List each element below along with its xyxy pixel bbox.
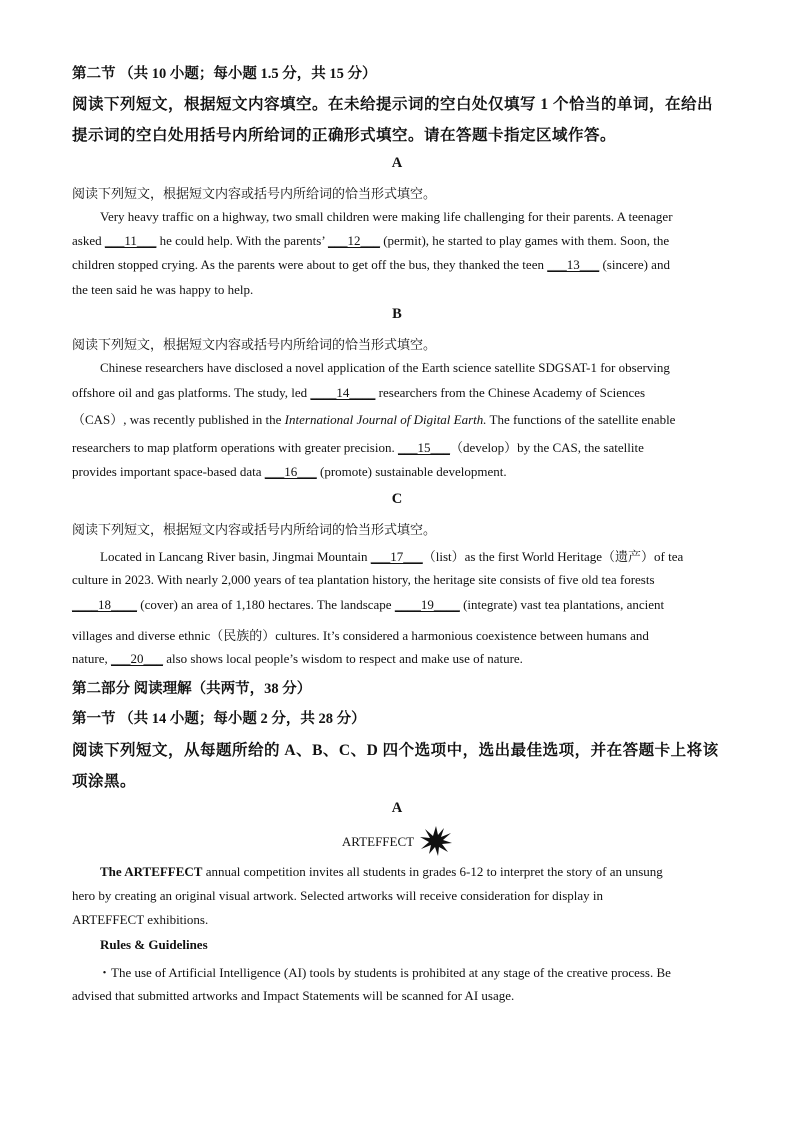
blank-15[interactable]: ___15___ (397, 440, 450, 455)
rule-1-line-2: advised that submitted artworks and Impact Statements will be scanned for AI usage. (72, 988, 515, 1003)
part-2-title: 第二部分 阅读理解（共两节，38 分） (72, 681, 312, 697)
arteffect-name: The ARTEFFECT (100, 864, 203, 879)
arteffect-heading: ARTEFFECT (341, 833, 415, 849)
text: annual competition invites all students in grades 6-12 to interpret the story of an unsung (202, 864, 663, 879)
blank-12[interactable]: ___12___ (327, 233, 380, 248)
text: also shows local people’s wisdom to respect and make use of nature. (162, 651, 523, 666)
arteffect-para-line-3: ARTEFFECT exhibitions. (72, 912, 209, 927)
rules-heading: Rules & Guidelines (100, 937, 208, 952)
passage-c-letter: C (391, 491, 403, 507)
text: (sincere) and (599, 257, 670, 272)
passage-c-line-2: culture in 2023. With nearly 2,000 years of tea plantation history, the heritage site consists of five old tea forests (72, 572, 655, 587)
passage-c-line-4: villages and diverse ethnic（民族的）cultures. It’s considered a harmonious coexistence between humans and (72, 628, 649, 643)
part-2-instruction-line-2: 项涂黑。 (72, 773, 137, 790)
arteffect-heading-row (0, 826, 794, 860)
part-2-instruction-line-1: 阅读下列短文，从每题所给的 A、B、C、D 四个选项中，选出最佳选项，并在答题卡上将该 (72, 742, 719, 759)
section-title: 第二节 （共 10 小题；每小题 1.5 分，共 15 分） (72, 66, 377, 82)
passage-b-letter: B (392, 306, 402, 322)
text: (promote) sustainable development. (316, 464, 507, 479)
passage-a-line-2 (72, 233, 722, 249)
passage-b-line-2 (72, 385, 722, 401)
passage-a-line-3 (72, 257, 722, 273)
text: nature, (72, 651, 111, 666)
blank-13[interactable]: ___13___ (547, 257, 600, 272)
text: he could help. With the parents’ (156, 233, 328, 248)
section-instruction-line-1: 阅读下列短文，根据短文内容填空。在未给提示词的空白处仅填写 1 个恰当的单词，在给出 (72, 96, 714, 113)
text: Located in Lancang River basin, Jingmai Mountain (100, 549, 371, 564)
blank-19[interactable]: ____19____ (394, 597, 460, 612)
passage-b-line-3 (72, 409, 722, 428)
rule-1-line-1: ・The use of Artificial Intelligence (AI) tools by students is prohibited at any stage of the creative process. Be (98, 965, 671, 980)
passage-b-line-4 (72, 437, 722, 456)
passage-b-line-1: Chinese researchers have disclosed a novel application of the Earth science satellite SDGSAT-1 for observing (100, 360, 670, 375)
blank-18[interactable]: ____18____ (72, 597, 137, 612)
passage-a-line-1: Very heavy traffic on a highway, two small children were making life challenging for their parents. A teenager (100, 209, 673, 224)
blank-17[interactable]: ___17___ (370, 549, 423, 564)
text: offshore oil and gas platforms. The study, led (72, 385, 311, 400)
text: (cover) an area of 1,180 hectares. The landscape (137, 597, 395, 612)
text: researchers to map platform operations with greater precision. (72, 440, 398, 455)
text: (permit), he started to play games with them. Soon, the (379, 233, 670, 248)
passage-a-line-4: the teen said he was happy to help. (72, 282, 254, 297)
passage-b-line-5 (72, 464, 722, 480)
starburst-icon (420, 826, 452, 860)
text: asked (72, 233, 105, 248)
text: （develop）by the CAS, the satellite (449, 440, 644, 455)
text: researchers from the Chinese Academy of Sciences (375, 385, 646, 400)
text: provides important space-based data (72, 464, 265, 479)
blank-16[interactable]: ___16___ (264, 464, 317, 479)
text: （CAS）, was recently published in the (72, 412, 285, 427)
passage-b-instruction: 阅读下列短文，根据短文内容或括号内所给词的恰当形式填空。 (72, 337, 437, 352)
text: (integrate) vast tea plantations, ancient (459, 597, 665, 612)
passage-a-instruction: 阅读下列短文，根据短文内容或括号内所给词的恰当形式填空。 (72, 186, 437, 201)
blank-20[interactable]: ___20___ (110, 651, 163, 666)
blank-11[interactable]: ___11___ (104, 233, 157, 248)
blank-14[interactable]: ____14____ (310, 385, 376, 400)
text: （list）as the first World Heritage（遗产）of tea (422, 549, 684, 564)
reading-a-letter: A (391, 800, 403, 816)
section-instruction-line-2: 提示词的空白处用括号内所给词的正确形式填空。请在答题卡指定区域作答。 (72, 127, 617, 144)
part-2-section-1-title: 第一节 （共 14 小题；每小题 2 分，共 28 分） (72, 711, 366, 727)
text: The functions of the satellite enable (486, 412, 676, 427)
arteffect-para-line-2: hero by creating an original visual artwork. Selected artworks will receive consideration for display in (72, 888, 604, 903)
passage-c-instruction: 阅读下列短文，根据短文内容或括号内所给词的恰当形式填空。 (72, 522, 437, 537)
passage-c-line-5 (72, 651, 722, 667)
passage-c-line-1 (100, 546, 722, 565)
arteffect-para-line-1 (100, 864, 722, 880)
passage-a-letter: A (391, 155, 403, 171)
passage-c-line-3 (72, 597, 722, 613)
text: children stopped crying. As the parents were about to get off the bus, they thanked the teen (72, 257, 548, 272)
journal-title: International Journal of Digital Earth. (284, 412, 487, 427)
